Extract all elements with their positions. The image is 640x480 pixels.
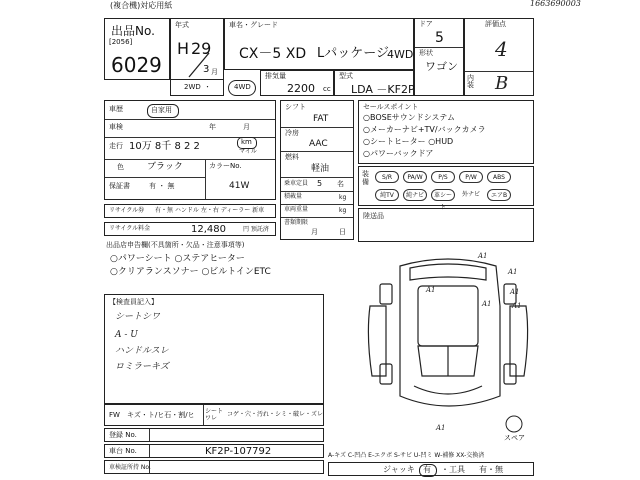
shape-value: ワゴン	[425, 60, 458, 73]
inspector-note: シートシワ	[115, 312, 161, 322]
sales-point-4: ○パワーバックドア	[363, 149, 434, 158]
equipment-chip: 純ナビ	[403, 189, 427, 201]
tool-label: ・工具	[441, 465, 465, 474]
drive-opt2: 4WD	[234, 83, 251, 91]
recycle-fee-value: 12,480	[191, 224, 226, 235]
seat-value: コゲ・穴・汚れ・シミ・破レ・ズレ	[227, 411, 324, 418]
load-label: 積載量	[284, 193, 303, 200]
capacity-value: 5	[317, 179, 323, 188]
vin-row	[104, 444, 324, 458]
damage-mark: A1	[436, 424, 446, 432]
equipment-label: 装備	[362, 170, 369, 186]
capacity-label: 乗車定員	[284, 180, 309, 187]
mileage-alt: マイル	[239, 148, 257, 155]
equipment-chip: P/W	[459, 171, 483, 183]
damage-legend: A-キズ C-凹凸 E-エクボ S-サビ U-凹ミ W-補修 XX-交換済	[328, 452, 485, 459]
mileage-unit: km	[241, 138, 252, 146]
inspection-year: 年	[209, 123, 216, 131]
vin-value: KF2P-107792	[205, 446, 272, 457]
equipment-chip: 純TV	[375, 189, 399, 201]
lot-label: 出品No.	[111, 24, 155, 38]
displacement-unit: cc	[323, 85, 331, 93]
damage-mark: A1	[512, 302, 522, 310]
model-grade: Lパッケージ	[317, 46, 389, 61]
left-info-box	[104, 100, 276, 200]
load-unit: kg	[339, 194, 347, 201]
mileage-value: 10万 8千 8 2 2	[129, 141, 200, 152]
warranty-value: 有 ・ 無	[149, 182, 175, 190]
post-delivery-box	[358, 208, 534, 242]
damage-mark: A1	[478, 252, 488, 260]
equipment-chip: PA/W	[403, 171, 427, 183]
model-drive: 4WD	[387, 48, 414, 61]
sales-point-3: ○シートヒーター ○HUD	[363, 137, 454, 146]
certificate-row	[104, 460, 324, 474]
recycle-box	[104, 204, 276, 218]
registration-row	[104, 428, 324, 442]
color-value: ブラック	[147, 162, 183, 172]
ac-value: AAC	[309, 139, 328, 149]
inspector-note: ハンドルスレ	[115, 346, 169, 356]
damage-mark: A1	[508, 268, 518, 276]
shift-label: シフト	[285, 103, 306, 111]
lot-number-box	[104, 18, 170, 80]
certificate-label: 車検証所持 No.	[109, 464, 151, 471]
ac-label: 冷房	[285, 129, 299, 137]
top-right-code: 1663690003	[530, 0, 581, 8]
year-month-unit: 月	[211, 68, 218, 76]
equipment-chip: 革シート	[431, 189, 455, 201]
fw-label: FW	[109, 411, 120, 419]
sales-points-label: セールスポイント	[363, 103, 419, 111]
history-circle	[147, 104, 179, 118]
weight-unit: kg	[339, 207, 347, 214]
registration-label: 登録 No.	[109, 431, 137, 439]
inspector-label: 【検査員記入】	[109, 298, 158, 306]
sales-points-box	[358, 100, 534, 164]
warranty-label: 保証書	[109, 182, 130, 190]
score-value: 4	[495, 37, 508, 61]
weight-label: 車両重量	[284, 206, 309, 213]
mid-info-box	[280, 100, 354, 240]
lot-number: 6029	[111, 53, 162, 77]
model-box	[224, 18, 414, 70]
recycle-fee-label: リサイクル料金	[109, 225, 151, 232]
damage-mark: A1	[482, 300, 492, 308]
inspector-note: ロミラーキズ	[115, 362, 169, 372]
score-label: 評価点	[485, 20, 506, 28]
inspector-note: A - U	[115, 330, 138, 340]
declaration-line-1: ○パワーシート ○ステアヒーター	[110, 254, 245, 264]
history-value: 自家用	[151, 106, 172, 114]
drive-opt1: 2WD	[184, 83, 201, 91]
post-delivery-label: 陸送品	[363, 212, 384, 220]
tool-value: 有・無	[479, 465, 503, 474]
recycle-options: 有・無 ハンドル 左・右 ディーラー 新車	[155, 207, 265, 214]
color-label: 色	[117, 163, 124, 171]
year-box	[170, 18, 224, 80]
seat-label: シート ワレ	[205, 408, 224, 423]
drive-4wd-circle	[228, 80, 256, 96]
model-code-label: 型式	[339, 72, 353, 80]
declarations-label: 出品店申告欄(不具箇所・欠品・注意事項等)	[106, 241, 245, 249]
shift-value: FAT	[313, 114, 329, 124]
year-month: 3	[203, 64, 210, 75]
displacement-label: 排気量	[265, 72, 286, 80]
sales-point-2: ○メーカーナビ+TV/バックカメラ	[363, 125, 486, 134]
equipment-chip: ABS	[487, 171, 511, 183]
fw-value: キズ・ト/ヒ石・割/ヒ	[127, 411, 195, 419]
fuel-value: 軽油	[311, 164, 330, 174]
shape-label: 形状	[419, 49, 433, 57]
jack-value: 有	[423, 465, 431, 474]
color-change-label: カラーNo.	[209, 162, 242, 170]
expiry-month: 月	[311, 228, 318, 236]
equipment-chip: P/S	[431, 171, 455, 183]
model-code-value: LDA －KF2P	[351, 83, 415, 96]
fuel-label: 燃料	[285, 153, 299, 161]
damage-mark: A1	[510, 288, 520, 296]
vin-label: 車台 No.	[109, 447, 137, 455]
damage-mark: A1	[426, 286, 436, 294]
drive-dash: ・	[204, 83, 211, 91]
year-era: H	[177, 39, 190, 58]
interior-value: B	[495, 73, 509, 94]
sales-point-1: ○BOSEサウンドシステム	[363, 113, 455, 122]
model-code-box	[334, 70, 414, 96]
expiry-day: 日	[339, 228, 346, 236]
recycle-label: リサイクル券	[109, 207, 145, 214]
recycle-fee-unit: 円 預託済	[243, 226, 269, 233]
displacement-box	[260, 70, 334, 96]
doors-value: 5	[435, 30, 444, 46]
doors-shape-box	[414, 18, 464, 96]
equipment-chip: エアB	[487, 189, 511, 201]
inspector-box	[104, 294, 324, 404]
inspection-label: 車検	[109, 123, 123, 131]
sheet-note: (複合機)対応用紙	[110, 1, 173, 10]
spare-label: スペア	[504, 434, 525, 442]
year-value: 29	[191, 39, 212, 58]
score-box	[464, 18, 534, 96]
interior-label: 内装	[467, 74, 474, 89]
inspection-month: 月	[243, 123, 250, 131]
year-label: 年式	[175, 21, 189, 29]
capacity-unit: 名	[337, 180, 344, 188]
jack-tool-row	[328, 462, 534, 476]
mileage-label: 走行	[109, 142, 123, 150]
model-label: 車名・グレード	[229, 21, 278, 29]
displacement-value: 2200	[287, 82, 315, 95]
fw-seat-row	[104, 404, 324, 426]
doors-label: ドア	[419, 20, 433, 28]
jack-circle	[419, 464, 437, 477]
declaration-line-2: ○クリアランスソナー ○ビルトインETC	[110, 267, 271, 277]
lot-stamp: [2056]	[109, 38, 133, 46]
equipment-chip: 外ナビ	[461, 191, 480, 198]
expiry-label: 書類期限	[284, 219, 309, 226]
equipment-box	[358, 166, 534, 211]
color-code: 41W	[229, 181, 250, 191]
equipment-chip: S/R	[375, 171, 399, 183]
car-damage-diagram	[360, 246, 536, 442]
history-label: 車歴	[109, 105, 123, 113]
jack-label: ジャッキ	[383, 465, 415, 474]
model-name: CX－5 XD	[239, 46, 307, 62]
recycle-fee-box	[104, 222, 276, 236]
